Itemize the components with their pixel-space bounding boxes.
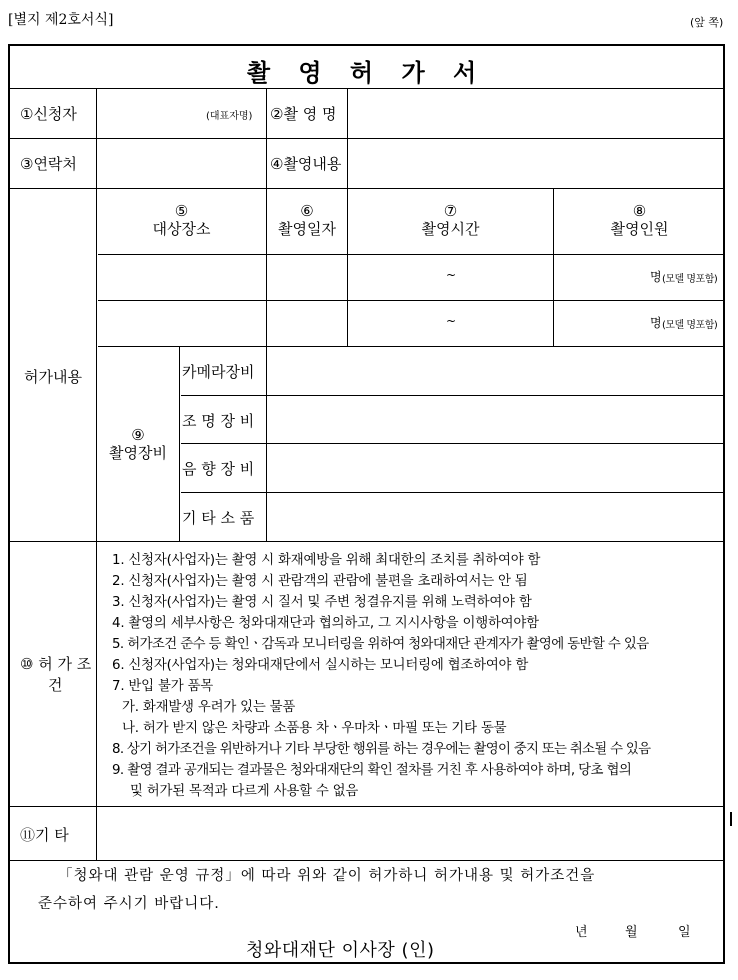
film-name-field[interactable] xyxy=(355,94,715,132)
condition-subitem: 나. 허가 받지 않은 차량과 소품용 차ㆍ우마차ㆍ마필 또는 기타 동물 xyxy=(122,721,507,736)
representative-label: (대표자명) xyxy=(206,111,253,122)
sound-equipment-label: 음 향 장 비 xyxy=(182,460,255,478)
location-column-header xyxy=(97,202,266,238)
divider xyxy=(181,492,725,493)
time-separator: ~ xyxy=(446,268,457,282)
applicant-label: ①신청자 xyxy=(20,105,77,123)
divider xyxy=(266,88,267,188)
date-column-header xyxy=(267,202,347,238)
contact-field[interactable] xyxy=(105,144,255,182)
form-title: 촬 영 허 가 서 xyxy=(246,59,487,87)
equipment-label xyxy=(97,426,179,462)
other-props-label: 기 타 소 품 xyxy=(182,509,255,527)
signer: 청와대재단 이사장 (인) xyxy=(246,940,435,961)
time-column-number: ⑦ xyxy=(443,202,458,220)
contact-label: ③연락처 xyxy=(20,155,77,173)
equipment-label-text: 촬영장비 xyxy=(109,444,167,462)
other-field[interactable] xyxy=(105,812,715,854)
divider xyxy=(10,188,725,189)
divider xyxy=(10,88,725,89)
lighting-equipment-label: 조 명 장 비 xyxy=(182,412,255,430)
divider xyxy=(181,395,725,396)
people-column-number: ⑧ xyxy=(632,202,647,220)
date-year-label: 년 xyxy=(575,925,588,940)
condition-item: 8. 상기 허가조건을 위반하거나 기타 부당한 행위를 하는 경우에는 촬영이 중지 또는 취소될 수 있음 xyxy=(112,742,651,757)
divider xyxy=(10,806,725,807)
condition-item: 3. 신청자(사업자)는 촬영 시 질서 및 주변 청결유지를 위해 노력하여야 함 xyxy=(112,595,532,610)
date-day-label: 일 xyxy=(678,925,691,940)
form-number: [별지 제2호서식] xyxy=(8,12,114,28)
condition-item: 5. 허가조건 준수 등 확인ㆍ감독과 모니터링을 위하여 청와대재단 관계자가 촬영에 동반할 수 있음 xyxy=(112,637,649,652)
location-column-number: ⑤ xyxy=(174,202,189,220)
people-unit: 명 xyxy=(650,270,662,284)
divider xyxy=(10,138,725,139)
conditions-label-cont: 건 xyxy=(48,676,63,694)
condition-item: 7. 반입 불가 품목 xyxy=(112,679,213,694)
divider xyxy=(96,806,97,860)
divider xyxy=(179,346,180,541)
people-column-label: 촬영인원 xyxy=(610,220,669,238)
film-content-label: ④촬영내용 xyxy=(270,155,342,173)
condition-item: 1. 신청자(사업자)는 촬영 시 화재예방을 위해 최대한의 조치를 취하여야 함 xyxy=(112,553,541,568)
divider xyxy=(266,346,267,541)
time-separator: ~ xyxy=(446,314,457,328)
date-column-label: 촬영일자 xyxy=(278,220,336,238)
divider xyxy=(10,860,725,861)
time-column-header xyxy=(348,202,553,238)
page-side-label: (앞 쪽) xyxy=(690,16,724,29)
permit-section-label: 허가내용 xyxy=(24,368,82,386)
camera-equipment-label: 카메라장비 xyxy=(182,363,255,381)
condition-item: 4. 촬영의 세부사항은 청와대재단과 협의하고, 그 지시사항을 이행하여야함 xyxy=(112,616,539,631)
permit-form xyxy=(8,44,725,964)
divider xyxy=(98,300,725,301)
closing-line-1: 「청와대 관람 운영 규정」에 따라 위와 같이 허가하니 허가내용 및 허가조건을 xyxy=(58,868,596,884)
condition-item: 9. 촬영 결과 공개되는 결과물은 청와대재단의 확인 절차를 거친 후 사용하여야 하며, 당초 협의 xyxy=(112,763,632,778)
people-note: (모델 명포함) xyxy=(662,274,718,285)
condition-item: 2. 신청자(사업자)는 촬영 시 관람객의 관람에 불편을 초래하여서는 안 됨 xyxy=(112,574,528,589)
edge-mark xyxy=(730,812,732,826)
divider xyxy=(98,346,725,347)
condition-item: 6. 신청자(사업자)는 청와대재단에서 실시하는 모니터링에 협조하여야 함 xyxy=(112,658,529,673)
divider xyxy=(10,541,725,542)
divider xyxy=(98,254,725,255)
conditions-label: ⑩ 허 가 조 xyxy=(20,655,92,673)
condition-subitem: 가. 화재발생 우려가 있는 물품 xyxy=(122,700,296,715)
date-column-number: ⑥ xyxy=(300,202,314,220)
applicant-field[interactable] xyxy=(105,94,205,132)
film-name-label: ②촬 영 명 xyxy=(270,105,337,123)
divider xyxy=(347,88,348,188)
film-content-field[interactable] xyxy=(355,144,715,182)
location-column-label: 대상장소 xyxy=(152,220,211,238)
condition-item-cont: 및 허가된 목적과 다르게 사용할 수 없음 xyxy=(130,784,359,799)
closing-line-2: 준수하여 주시기 바랍니다. xyxy=(38,896,220,912)
divider xyxy=(181,443,725,444)
date-month-label: 월 xyxy=(625,925,638,940)
people-column-header xyxy=(554,202,725,238)
equipment-number: ⑨ xyxy=(131,426,145,444)
people-note: (모델 명포함) xyxy=(662,320,718,331)
time-column-label: 촬영시간 xyxy=(421,220,480,238)
people-unit: 명 xyxy=(650,316,662,330)
other-label: ⑪기 타 xyxy=(20,826,69,844)
